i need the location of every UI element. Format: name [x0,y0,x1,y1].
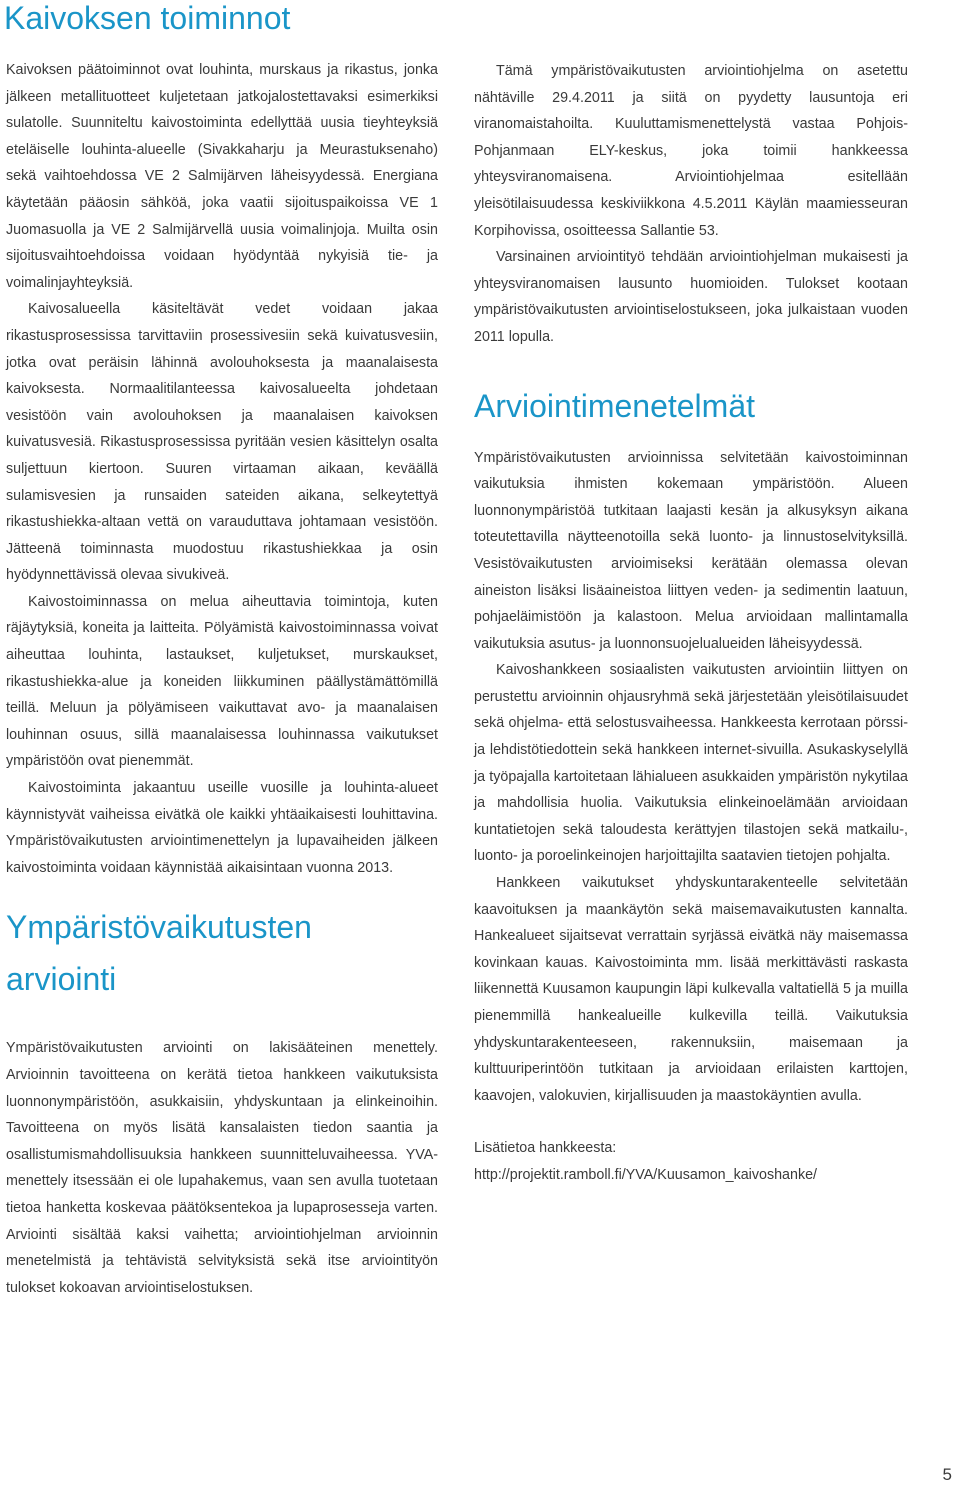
right-column [474,0,908,1189]
page-number: 5 [942,1465,952,1484]
paragraph: Kaivoksen päätoiminnot ovat louhinta, murskaus ja rikastus, jonka jälkeen metallituotteet kuljetetaan jatkojalostettavaksi esimerkiksi sulatolle. Suunniteltu kaivostoiminta edellyttää uusia tieyhteyksiä eteläiselle louhinta-alueelle (Sivakkaharju ja Meurastuksenaho) sekä vaihtoehdossa VE 2 Salmijärven läheisyydessä. Energiana käytetään pääosin sähköä, joka vaatii sijoituspaikoissa VE 1 Juomasuolla ja VE 2 Salmijärvellä uusia voimalinjoja. Muilta osin sijoitusvaihtoehdoissa voidaan hyödyntää nykyisiä tie- ja voimalinjayhteyksiä. [6,62,438,291]
section-title-line: Ympäristövaikutusten [6,909,312,946]
paragraph: Varsinainen arviointityö tehdään arviointiohjelman mukaisesti ja yhteysviranomaisen lausunto huomioiden. Tulokset kootaan ympäristövaikutusten arviointiselostukseen, joka julkaistaan vuoden 2011 lopulla. [474,249,908,345]
section-title-line: arviointi [6,961,117,998]
paragraph: Ympäristövaikutusten arviointi on lakisääteinen menettely. Arvioinnin tavoitteena on kerätä tietoa hankkeen vaikutuksista luonnonympäristöön, asukkaisiin, yhdyskuntaan ja elinkeinoihin. Tavoitteena on myös lisätä kansalaisten tiedon saantia ja osallistumismahdollisuuksia hankkeen suunnitteluvaiheessa. YVA-menettely itsessään ei ole lupahakemus, vaan sen avulla tuotetaan tietoa hanketta koskevaa päätöksentekoa ja lupaprosesseja varten. Arviointi sisältää kaksi vaihetta; arviointiohjelman arvioinnin menetelmistä ja tehtävistä selvityksistä sekä itse arviointityön tulokset kokoavan arviointiselostuksen. [6,1040,438,1296]
section-title-ymparistovaikutusten-arviointi [6,901,438,1005]
paragraph: Kaivostoiminnassa on melua aiheuttavia toimintoja, kuten räjäytyksiä, koneita ja laitteita. Pölyämistä kaivostoiminnassa voivat aiheuttaa louhinta, lastaukset, kuljetukset, murskaukset, rikastushiekka-alue ja koneiden liikkuminen päällystämättömillä teillä. Meluun ja pölyämiseen vaikuttavat avo- ja maanalaisen louhinnan osuus, sillä maanalaisessa louhinnassa vaikutukset ympäristöön ovat pienemmät. [6,593,438,770]
paragraph: Tämä ympäristövaikutusten arviointiohjelma on asetettu nähtäville 29.4.2011 ja siitä on pyydetty lausuntoja eri viranomaistahoilta. Kuuluttamismenettelystä vastaa Pohjois-Pohjanmaan ELY-keskus, joka toimii hankkeessa yhteysviranomaisena. Arviointiohjelmaa esitellään yleisötilaisuudessa keskiviikkona 4.5.2011 Käylän maamiesseuran Korpihovissa, osoitteessa Sallantie 53. [474,63,908,239]
paragraph: Ympäristövaikutusten arvioinnissa selvitetään kaivostoiminnan vaikutuksia ihmisten kokemaan ympäristöön. Alueen luonnonympäristöä tutkitaan laajasti kesän ja alkusyksyn aikana toteutettavilla näytteenotoilla sekä luonto- ja linnustoselvityksillä. Vesistövaikutusten arvioimiseksi kerätään olemassa olevan aineiston lisäksi lisäaineistoa liittyen veden- ja sedimentin laatuun, pohjaeläimistöön ja kalastoon. Melua arvioidaan mallintamalla vaikutuksia asutus- ja luonnonsuojelualueiden läheisyydessä. [474,449,908,652]
section-title-kaivoksen-toiminnot: Kaivoksen toiminnot [4,0,291,36]
paragraph: Hankkeen vaikutukset yhdyskuntarakenteelle selvitetään kaavoituksen ja maankäytön sekä maisemavaikutusten kannalta. Hankealueet sijaitsevat verrattain syrjässä eivätkä näy maisemassa kovinkaan kauas. Kaivostoiminta mm. lisää merkittävästi raskasta liikennettä Kuusamon kaupungin läpi kulkevalla valtatiellä 5 ja muilla pienemmillä hankealueille kulkevilla teillä. Vaikutuksia yhdyskuntarakenteeseen, rakennuksiin, maisemaan ja kulttuuriperintöön tutkitaan ja arvioidaan erilaisten karttojen, kaavojen, valokuvien, kirjallisuuden ja maastokäyntien avulla. [474,875,908,1104]
section-title-arviointimenetelmat: Arviointimenetelmät [474,387,755,424]
more-info-link[interactable]: http://projektit.ramboll.fi/YVA/Kuusamon_kaivoshanke/ [474,1166,818,1183]
paragraph: Kaivoshankkeen sosiaalisten vaikutusten arviointiin liittyen on perustettu arvioinnin ohjausryhmä sekä järjestetään yleisötilaisuudet sekä ohjelma- että selostusvaiheessa. Hankkeesta kerrotaan pörssi- ja lehdistötiedottein sekä hankkeen internet-sivuilla. Asukaskyselyllä ja työpajalla kartoitetaan lähialueen asukkaiden ympäristön nykytilaa ja mahdollisia huolia. Vaikutuksia elinkeinoelämään arvioidaan kuntatietojen sekä taloudesta kerättyjen tilastojen sekä matkailu-, luonto- ja poroelinkeinojen harjoittajilta saatavien tietojen pohjalta. [474,662,908,865]
more-info-label: Lisätietoa hankkeesta: [474,1140,617,1157]
left-column [6,0,438,1301]
paragraph: Kaivosalueella käsiteltävät vedet voidaan jakaa rikastusprosessissa tarvittaviin prosessivesiin sekä kuivatusvesiin, jotka ovat peräisin lähinnä avolouhoksesta ja maanalaisesta kaivoksesta. Normaalitilanteessa kaivosalueelta johdetaan vesistöön vain avolouhoksen ja maanalaisen kaivoksen kuivatusvesiä. Rikastusprosessissa pyritään vesien käsittelyn osalta suljettuun kiertoon. Suuren virtaaman aikaan, keväällä sulamisvesien ja runsaiden sateiden aikana, selkeytettyä rikastushiekka-altaan vettä on varauduttava johtamaan vesistöön. Jätteenä toiminnasta muodostuu rikastushiekkaa ja osin hyödynnettävissä olevaa sivukiveä. [6,301,438,584]
paragraph: Kaivostoiminta jakaantuu useille vuosille ja louhinta-alueet käynnistyvät vaiheissa eivätkä ole kaikki yhtäaikaisesti louhittavina. Ympäristövaikutusten arviointimenettelyn ja lupavaiheiden jälkeen kaivostoiminta voidaan käynnistää aikaisintaan vuonna 2013. [6,780,438,876]
